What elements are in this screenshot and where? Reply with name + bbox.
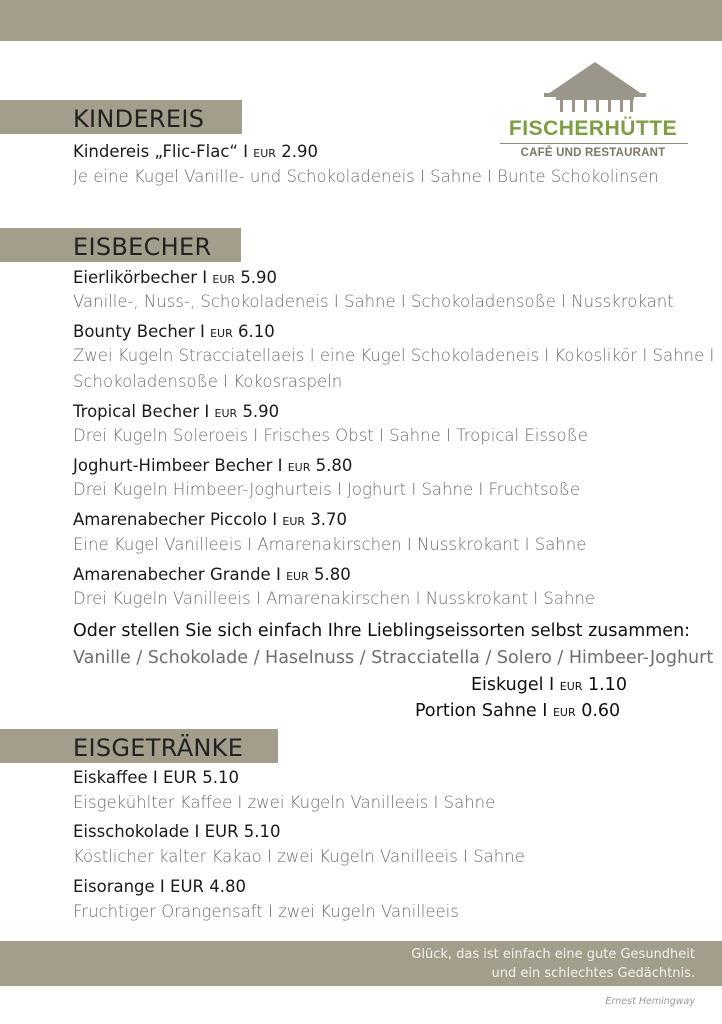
menu-item-description: Je eine Kugel Vanille- und Schokoladeneis I Sahne I Bunte Schokolinsen <box>73 167 659 186</box>
menu-item-name <box>73 322 275 341</box>
menu-item-name <box>73 510 347 529</box>
item-price: 5.90 <box>240 268 278 287</box>
extra-item-sahne <box>415 701 620 721</box>
section-title-eisgetraenke: EISGETRÄNKE <box>73 734 244 762</box>
flavor-list: Vanille / Schokolade / Haselnuss / Stracciatella / Solero / Himbeer-Joghurt <box>73 648 714 668</box>
item-price: 5.80 <box>313 565 351 584</box>
section-title-kindereis: KINDEREIS <box>73 105 205 133</box>
restaurant-logo <box>500 60 690 165</box>
item-label: Tropical Becher I <box>73 402 215 421</box>
section-title-eisbecher: EISBECHER <box>73 233 212 261</box>
menu-item-description: Drei Kugeln Soleroeis I Frisches Obst I Sahne I Tropical Eissoße <box>73 426 588 445</box>
logo-divider <box>500 143 688 144</box>
quote-author: Ernest Hemingway <box>605 996 695 1007</box>
quote-line: und ein schlechtes Gedächtnis. <box>491 966 695 981</box>
item-currency: EUR <box>282 515 306 528</box>
menu-item-description: Drei Kugeln Himbeer-Joghurteis I Joghurt I Sahne I Fruchtsoße <box>73 480 580 499</box>
item-price: 3.70 <box>310 510 348 529</box>
top-band <box>0 0 722 41</box>
item-currency: EUR <box>214 407 238 420</box>
menu-item-name <box>73 456 352 475</box>
item-price: 1.10 <box>587 675 627 695</box>
item-price: 5.80 <box>315 456 353 475</box>
menu-item-name: Eisorange I EUR 4.80 <box>73 877 246 896</box>
item-currency: EUR <box>212 273 236 286</box>
item-price: 5.90 <box>242 402 280 421</box>
hut-roof-icon <box>500 60 690 116</box>
item-label: Eiskugel I <box>471 675 560 695</box>
menu-item-description: Zwei Kugeln Stracciatellaeis I eine Kugel Schokoladeneis I Kokoslikör I Sahne I <box>73 346 715 365</box>
item-currency: EUR <box>210 327 233 340</box>
item-label: Kindereis „Flic-Flac“ I <box>73 142 254 161</box>
menu-item-description: Vanille-, Nuss-, Schokoladeneis I Sahne I Schokoladensoße I Nusskrokant <box>73 292 674 311</box>
item-currency: EUR <box>552 706 576 719</box>
item-price: 2.90 <box>281 142 318 161</box>
menu-item-description: Fruchtiger Orangensaft I zwei Kugeln Vanilleeis <box>73 902 459 921</box>
item-price: 6.10 <box>238 322 275 341</box>
logo-subtitle: CAFÉ UND RESTAURANT <box>520 147 666 159</box>
menu-item-description: Eine Kugel Vanilleeis I Amarenakirschen I Nusskrokant I Sahne <box>73 535 587 554</box>
menu-item-name <box>73 268 277 287</box>
item-label: Amarenabecher Piccolo I <box>73 510 283 529</box>
item-currency: EUR <box>559 680 583 693</box>
menu-item-name <box>73 565 351 584</box>
menu-item-description: Eisgekühlter Kaffee I zwei Kugeln Vanilleeis I Sahne <box>73 793 496 812</box>
extra-item-eiskugel <box>471 675 627 695</box>
menu-item-name: Eisschokolade I EUR 5.10 <box>73 822 281 841</box>
item-label: Eierlikörbecher I <box>73 268 213 287</box>
custom-selection-heading: Oder stellen Sie sich einfach Ihre Lieblingseissorten selbst zusammen: <box>73 621 691 641</box>
menu-item-description: Drei Kugeln Vanilleeis I Amarenakirschen I Nusskrokant I Sahne <box>73 589 596 608</box>
item-currency: EUR <box>253 147 276 160</box>
menu-item-name <box>73 142 318 161</box>
item-currency: EUR <box>286 570 309 583</box>
footer-quote <box>411 945 695 983</box>
item-label: Amarenabecher Grande I <box>73 565 287 584</box>
item-label: Portion Sahne I <box>415 701 553 721</box>
menu-item-name <box>73 402 279 421</box>
item-price: 0.60 <box>581 701 621 721</box>
item-currency: EUR <box>287 461 311 474</box>
logo-name: FISCHERHÜTTE <box>508 117 678 140</box>
item-label: Joghurt-Himbeer Becher I <box>73 456 288 475</box>
item-label: Bounty Becher I <box>73 322 211 341</box>
quote-line: Glück, das ist einfach eine gute Gesundheit <box>411 947 695 962</box>
menu-item-name: Eiskaffee I EUR 5.10 <box>73 768 239 787</box>
menu-item-description: Köstlicher kalter Kakao I zwei Kugeln Vanilleeis I Sahne <box>73 847 525 866</box>
menu-item-description: Schokoladensoße I Kokosraspeln <box>73 372 343 391</box>
